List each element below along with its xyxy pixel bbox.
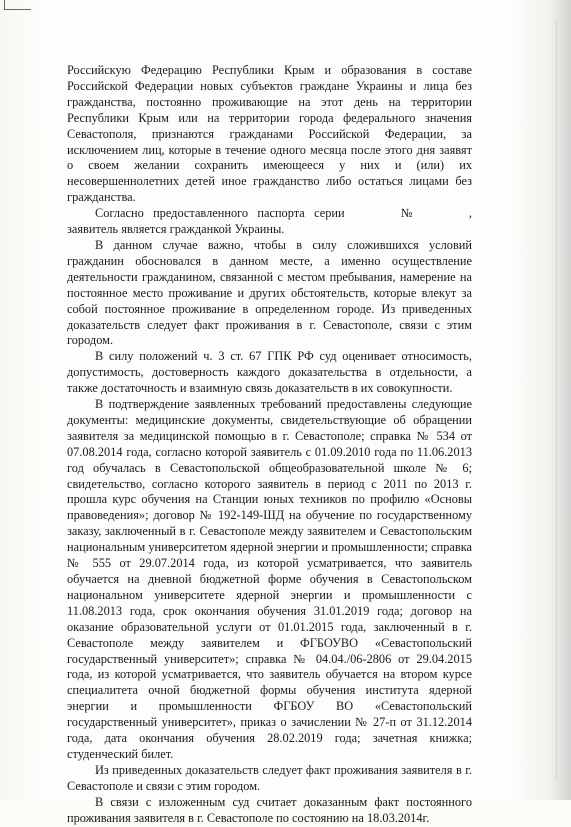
paragraph-citizenship: Российскую Федерацию Республики Крым и образования в составе Российской Федерации новых субъектов граждане Украины и лица без гражданства, постоянно проживающие на этот день на территории Республики Крым или на территории города федерального значения Севастополя, признаются гражданами Российской Федерации, за исключением лиц, которые в течение одного месяца после этого дня заявят о своем желании сохранить имеющееся у них и (или) их несовершеннолетних детей иное гражданство либо остаться лицами без гражданства. xyxy=(67,63,472,205)
paragraph-residence: В данном случае важно, чтобы в силу сложившихся условий гражданин обосновался в данном месте, а именно осуществление деятельности гражданином, связанной с местом пребывания, намерение на постоянное место проживание и других обстоятельств, которые влекут за собой постоянное проживание в определенном городе. Из приведенных доказательств следует факт проживания в г. Севастополе, связи с этим городом. xyxy=(67,237,472,348)
paragraph-evidence-list: В подтверждение заявленных требований предоставлены следующие документы: медицинские документы, свидетельствующие об обращении заявителя за медицинской помощью в г. Севастополе; справка № 534 от 07.08.2014 года, согласно которой заявитель с 01.09.2010 года по 11.06.2013 год обучалась в Севастопольской общеобразовательной школе № 6; свидетельство, согласно которого заявитель в период с 2011 по 2013 г. прошла курс обучения на Станции юных техников по профилю «Основы правоведения»; договор № 192-149-ШД на обучение по государственному заказу, заключенный в г. Севастополе между заявителем и Севастопольским национальным университетом ядерной энергии и промышленности; справка № 555 от 29.07.2014 года, из которой усматривается, что заявитель обучается на дневной бюджетной форме обучения в Севастопольском национальном университете ядерной энергии и промышленности с 11.08.2013 года, срок окончания обучения 31.01.2019 года; договор на оказание образовательной услуги от 01.01.2015 года, заключенный в г. Севастополе между заявителем и ФГБОУВО «Севастопольский государственный университет»; справка № 04.04./06-2806 от 29.04.2015 года, из которой усматривается, что заявитель обучается на втором курсе специалитета очной бюджетной формы обучения института ядерной энергии и промышленности ФГБОУ ВО «Севастопольский государственный университет», приказ о зачислении № 27-п от 31.12.2014 года, дата окончания обучения 28.02.2019 года; зачетная книжка; студенческий билет. xyxy=(67,397,472,761)
paragraph-court-finding: В связи с изложенным суд считает доказанным факт постоянного проживания заявителя в г. Севастополе по состоянию на 18.03.2014г. xyxy=(67,794,472,825)
paragraph-gpk-article: В силу положений ч. 3 ст. 67 ГПК РФ суд оценивает относимость, допустимость, достоверность каждого доказательства в отдельности, а также достаточность и взаимную связь доказательств в их совокупности. xyxy=(67,349,472,396)
paragraph-evidence-conclusion: Из приведенных доказательств следует факт проживания заявителя в г. Севастополе и связи с этим городом. xyxy=(67,762,472,793)
corner-scan-line xyxy=(4,0,31,10)
passport-text-start: Согласно предоставленного паспорта серии xyxy=(95,206,345,221)
passport-number-sign: № xyxy=(394,206,419,221)
paragraph-passport xyxy=(67,206,472,238)
passport-text-end: , заявитель является гражданкой Украины. xyxy=(67,206,472,237)
page-edge-shadow xyxy=(549,0,571,800)
document-body xyxy=(67,63,472,827)
